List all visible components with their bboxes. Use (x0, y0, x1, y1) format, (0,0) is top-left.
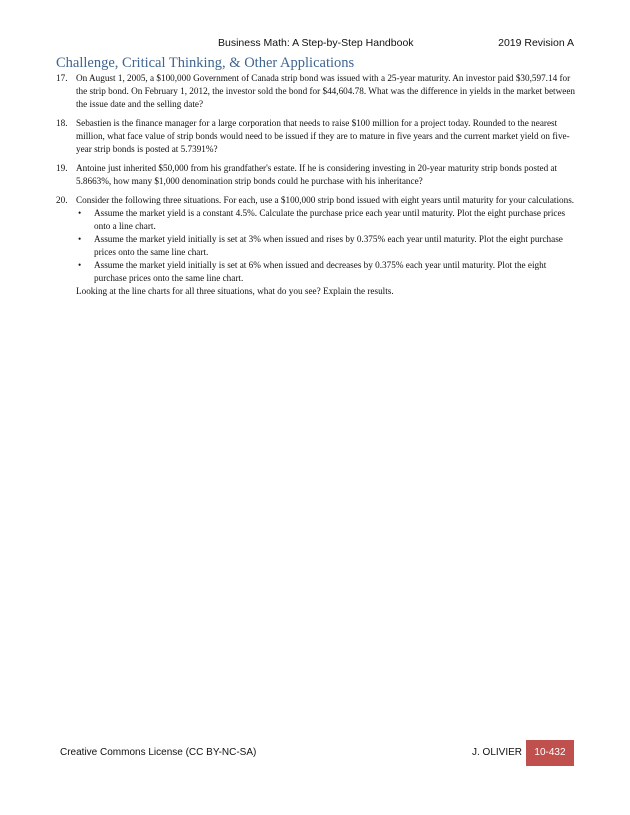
problem-text: Sebastien is the finance manager for a large corporation that needs to raise $100 million for a project today. Rounded to the nearest million, what face value of strip bonds would need to be issued if they are to mature in five years and the current market yield on five-year strip bonds is posted at 5.7391%? (76, 118, 570, 154)
bullet-text: Assume the market yield initially is set at 3% when issued and rises by 0.375% each year until maturity. Plot the eight purchase prices onto the same line chart. (94, 234, 563, 257)
bullet-text: Assume the market yield initially is set at 6% when issued and decreases by 0.375% each year until maturity. Plot the eight purchase prices onto the same line chart. (94, 260, 547, 283)
problem-18 (56, 117, 576, 156)
bullet-icon: • (78, 260, 82, 270)
page-header (0, 37, 630, 51)
bullet-text: Assume the market yield is a constant 4.5%. Calculate the purchase price each year until maturity. Plot the eight purchase prices onto a line chart. (94, 208, 566, 231)
problem-text: Consider the following three situations. For each, use a $100,000 strip bond issued with eight years until maturity for your calculations. (76, 195, 575, 205)
footer-author: J. OLIVIER (472, 747, 523, 758)
problem-number: 19. (56, 163, 68, 173)
bullet-item (76, 233, 576, 259)
bullet-item (76, 207, 576, 233)
header-title: Business Math: A Step-by-Step Handbook (218, 37, 414, 49)
problem-text: Antoine just inherited $50,000 from his grandfather's estate. If he is considering investing in 20-year maturity strip bonds posted at 5.8663%, how many $1,000 denomination strip bonds could he purchase with his inheritance? (76, 163, 558, 186)
problem-text: On August 1, 2005, a $100,000 Government of Canada strip bond was issued with a 25-year maturity. An investor paid $30,597.14 for the strip bond. On February 1, 2012, the investor sold the bond for $44,604.78. What was the difference in yields in the market between the issue date and the selling date? (76, 73, 575, 109)
problem-20 (56, 194, 576, 298)
footer-license: Creative Commons License (CC BY-NC-SA) (60, 747, 257, 758)
problem-closing-text: Looking at the line charts for all three situations, what do you see? Explain the results. (76, 286, 394, 296)
problem-17 (56, 72, 576, 111)
bullet-icon: • (78, 208, 82, 218)
bullet-item (76, 259, 576, 285)
section-title: Challenge, Critical Thinking, & Other Applications (56, 55, 355, 71)
page-number-badge: 10-432 (526, 740, 574, 766)
problem-19 (56, 162, 576, 188)
bullet-icon: • (78, 234, 82, 244)
header-revision: 2019 Revision A (498, 37, 574, 49)
problem-number: 18. (56, 118, 68, 128)
problem-number: 17. (56, 73, 68, 83)
problem-list (56, 72, 576, 304)
page-footer (0, 740, 630, 766)
bullet-list (76, 207, 576, 285)
problem-number: 20. (56, 195, 68, 205)
